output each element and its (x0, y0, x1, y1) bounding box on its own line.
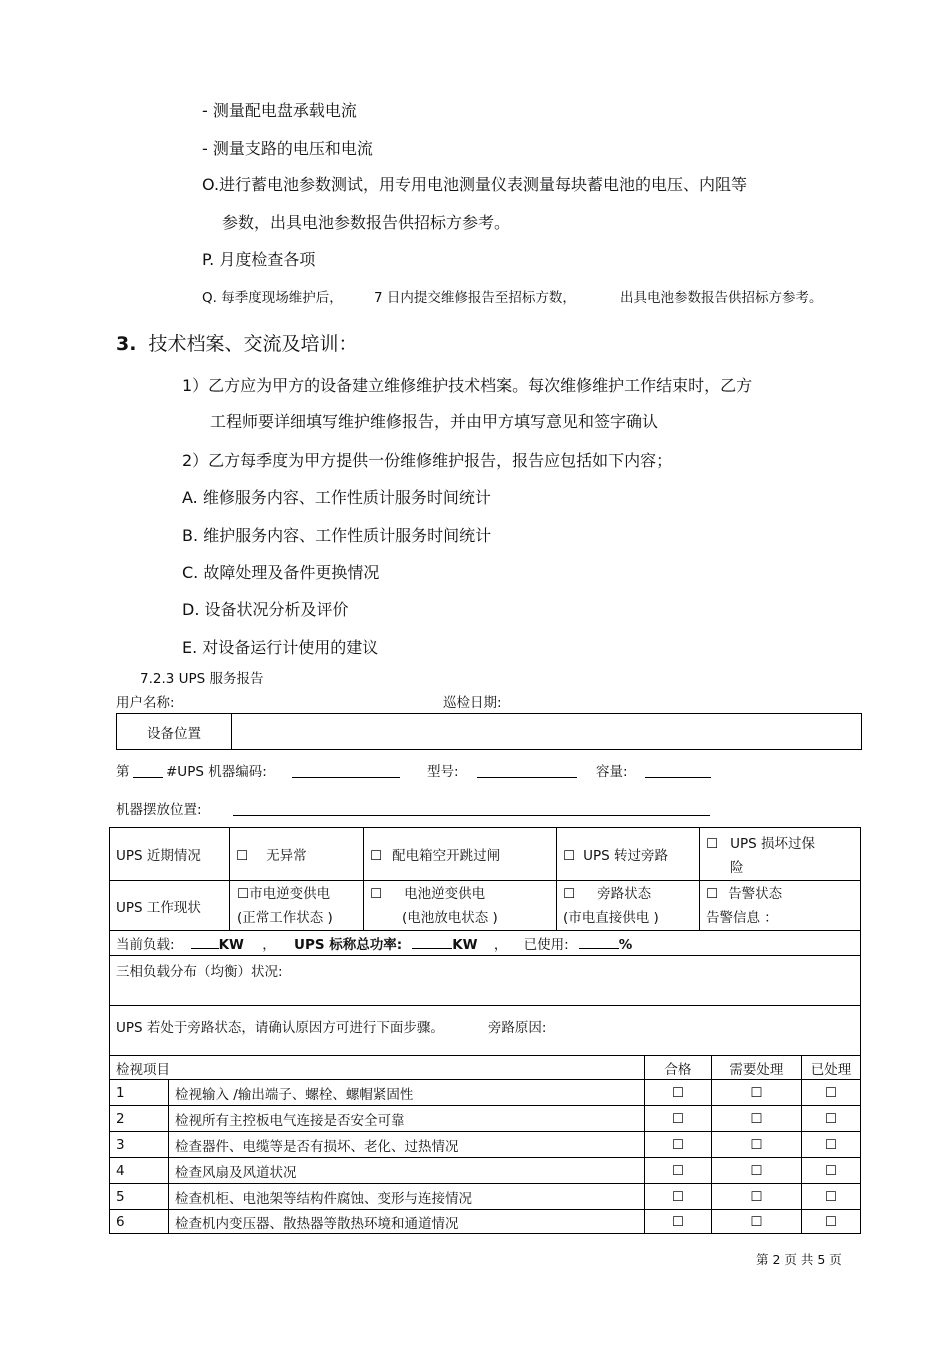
kw-unit-1: KW (218, 937, 244, 953)
row-text: 检查器件、电缆等是否有损坏、老化、过热情况 (169, 1132, 645, 1158)
checkbox-icon[interactable]: ☐ (801, 1210, 860, 1234)
paragraph-2: 2）乙方每季度为甲方提供一份维修维护报告，报告应包括如下内容； (182, 451, 673, 470)
checkbox-icon[interactable]: ☐ (563, 885, 576, 902)
row-number: 6 (110, 1210, 169, 1234)
checkbox-icon[interactable]: ☐ (644, 1080, 711, 1106)
capacity-blank[interactable] (645, 777, 711, 778)
list-item-q-part-c: 出具电池参数报告供招标方参考。 (620, 290, 823, 306)
table-row (110, 1210, 861, 1234)
recent-opt-bypassed: UPS 转过旁路 (583, 848, 668, 864)
checklist-header-done: 已处理 (801, 1056, 860, 1080)
report-title: 7.2.3 UPS 服务报告 (140, 671, 264, 687)
row-number: 1 (110, 1080, 169, 1106)
work-opt-alarm-a: 告警状态 (728, 885, 783, 902)
recent-opt-breaker-tripped: 配电箱空开跳过闸 (392, 848, 501, 864)
work-status-label: UPS 工作现状 (110, 881, 230, 931)
table-row (110, 1106, 861, 1132)
three-phase-cell[interactable] (110, 956, 861, 1006)
location-label: 设备位置 (117, 714, 232, 750)
ups-index-prefix: 第 (116, 764, 130, 780)
separator-comma: ， (493, 937, 508, 953)
checkbox-icon[interactable]: ☐ (370, 885, 383, 902)
ups-index-blank[interactable] (133, 777, 163, 778)
recent-status-label: UPS 近期情况 (110, 828, 230, 881)
checkbox-icon[interactable]: ☐ (237, 885, 250, 902)
list-item-p-monthly: P. 月度检查各项 (202, 250, 316, 269)
page-footer: 第 2 页 共 5 页 (756, 1252, 842, 1267)
checkbox-icon[interactable]: ☐ (711, 1158, 801, 1184)
location-table (116, 713, 862, 750)
three-phase-label: 三相负载分布（均衡）状况: (116, 964, 283, 980)
list-item-q-part-b: 7 日内提交维修报告至招标方数， (374, 290, 576, 306)
status-table (109, 827, 861, 1056)
table-row (110, 1158, 861, 1184)
table-row (110, 1184, 861, 1210)
work-opt-bypass-a: 旁路状态 (597, 885, 652, 902)
work-opt-alarm-b: 告警信息 ： (706, 909, 778, 926)
list-item-o-continuation: 参数，出具电池参数报告供招标方参考。 (222, 213, 511, 232)
section-3-title: 技术档案、交流及培训： (148, 333, 358, 355)
row-number: 5 (110, 1184, 169, 1210)
checkbox-icon[interactable]: ☐ (711, 1184, 801, 1210)
ups-code-label: #UPS 机器编码: (166, 764, 267, 780)
section-3-number: 3. (116, 333, 137, 355)
checkbox-icon[interactable]: ☐ (711, 1080, 801, 1106)
ups-code-blank[interactable] (292, 777, 400, 778)
recent-opt-damaged-a: UPS 损坏过保 (730, 836, 815, 852)
table-row (110, 1080, 861, 1106)
recent-opt-damaged-b: 险 (730, 860, 744, 876)
placement-label: 机器摆放位置: (116, 802, 202, 818)
checkbox-icon[interactable]: ☐ (711, 1132, 801, 1158)
checkbox-icon[interactable]: ☐ (236, 848, 249, 864)
table-row (110, 1132, 861, 1158)
content-item-b: B. 维护服务内容、工作性质计服务时间统计 (182, 526, 492, 545)
content-item-d: D. 设备状况分析及评价 (182, 600, 349, 619)
ups-total-power-label: UPS 标称总功率: (294, 937, 403, 953)
checkbox-icon[interactable]: ☐ (801, 1184, 860, 1210)
checkbox-icon[interactable]: ☐ (801, 1132, 860, 1158)
location-value[interactable] (232, 714, 862, 750)
checkbox-icon[interactable]: ☐ (644, 1210, 711, 1234)
paragraph-1-line-1: 1）乙方应为甲方的设备建立维修维护技术档案。每次维修维护工作结束时，乙方 (182, 376, 753, 395)
content-item-e: E. 对设备运行计使用的建议 (182, 638, 379, 657)
percent-unit: % (618, 937, 633, 953)
bypass-instruction: UPS 若处于旁路状态，请确认原因方可进行下面步骤。 (116, 1020, 444, 1036)
checkbox-icon[interactable]: ☐ (801, 1106, 860, 1132)
checkbox-icon[interactable]: ☐ (644, 1184, 711, 1210)
row-text: 检视所有主控板电气连接是否安全可靠 (169, 1106, 645, 1132)
user-name-label: 用户名称: (116, 695, 175, 711)
recent-opt-normal: 无异常 (266, 848, 307, 864)
checkbox-icon[interactable]: ☐ (644, 1158, 711, 1184)
checkbox-icon[interactable]: ☐ (706, 836, 719, 852)
row-number: 2 (110, 1106, 169, 1132)
work-opt-battery-a: 电池逆变供电 (404, 885, 486, 902)
work-opt-mains-b: (正常工作状态 ) (237, 909, 333, 926)
work-opt-battery-b: (电池放电状态 ) (402, 909, 498, 926)
list-item-measure-branch: - 测量支路的电压和电流 (202, 139, 373, 158)
checkbox-icon[interactable]: ☐ (706, 885, 719, 902)
model-label: 型号: (427, 764, 459, 780)
ups-total-power-blank[interactable] (412, 935, 452, 949)
list-item-o-battery-test: O.进行蓄电池参数测试，用专用电池测量仪表测量每块蓄电池的电压、内阻等 (202, 175, 748, 194)
current-load-blank[interactable] (191, 935, 219, 949)
checkbox-icon[interactable]: ☐ (711, 1106, 801, 1132)
current-load-label: 当前负载: (116, 937, 175, 953)
kw-unit-2: KW (452, 937, 478, 953)
used-label: 已使用: (523, 937, 569, 953)
row-text: 检查风扇及风道状况 (169, 1158, 645, 1184)
checkbox-icon[interactable]: ☐ (801, 1158, 860, 1184)
placement-blank[interactable] (233, 815, 710, 816)
row-text: 检查机内变压器、散热器等散热环境和通道情况 (169, 1210, 645, 1234)
inspect-date-label: 巡检日期: (443, 695, 502, 711)
checkbox-icon[interactable]: ☐ (801, 1080, 860, 1106)
checklist-header-need: 需要处理 (711, 1056, 801, 1080)
model-blank[interactable] (477, 777, 577, 778)
bypass-cell[interactable] (110, 1006, 861, 1056)
row-text: 检视输入 /输出端子、螺栓、螺帽紧固性 (169, 1080, 645, 1106)
used-blank[interactable] (579, 935, 619, 949)
inspection-checklist-table (109, 1055, 861, 1234)
capacity-label: 容量: (596, 764, 628, 780)
checkbox-icon[interactable]: ☐ (644, 1106, 711, 1132)
work-opt-bypass-b: (市电直接供电 ) (563, 909, 659, 926)
section-3-heading (116, 329, 357, 356)
separator-comma: ， (262, 937, 276, 953)
work-opt-mains-a: 市电逆变供电 (249, 885, 331, 902)
checkbox-icon[interactable]: ☐ (711, 1210, 801, 1234)
bypass-reason-label: 旁路原因: (487, 1020, 547, 1036)
row-number: 4 (110, 1158, 169, 1184)
paragraph-1-line-2: 工程师要详细填写维护维修报告，并由甲方填写意见和签字确认 (210, 412, 659, 431)
content-item-c: C. 故障处理及备件更换情况 (182, 563, 380, 582)
row-number: 3 (110, 1132, 169, 1158)
list-item-measure-panel-current: - 测量配电盘承载电流 (202, 101, 357, 120)
list-item-q-part-a: Q. 每季度现场维护后， (202, 290, 343, 306)
content-item-a: A. 维修服务内容、工作性质计服务时间统计 (182, 488, 491, 507)
row-text: 检查机柜、电池架等结构件腐蚀、变形与连接情况 (169, 1184, 645, 1210)
checklist-header-item: 检视项目 (110, 1056, 645, 1080)
checkbox-icon[interactable]: ☐ (644, 1132, 711, 1158)
checkbox-icon[interactable]: ☐ (370, 848, 383, 864)
checklist-header-ok: 合格 (644, 1056, 711, 1080)
checkbox-icon[interactable]: ☐ (563, 848, 576, 864)
